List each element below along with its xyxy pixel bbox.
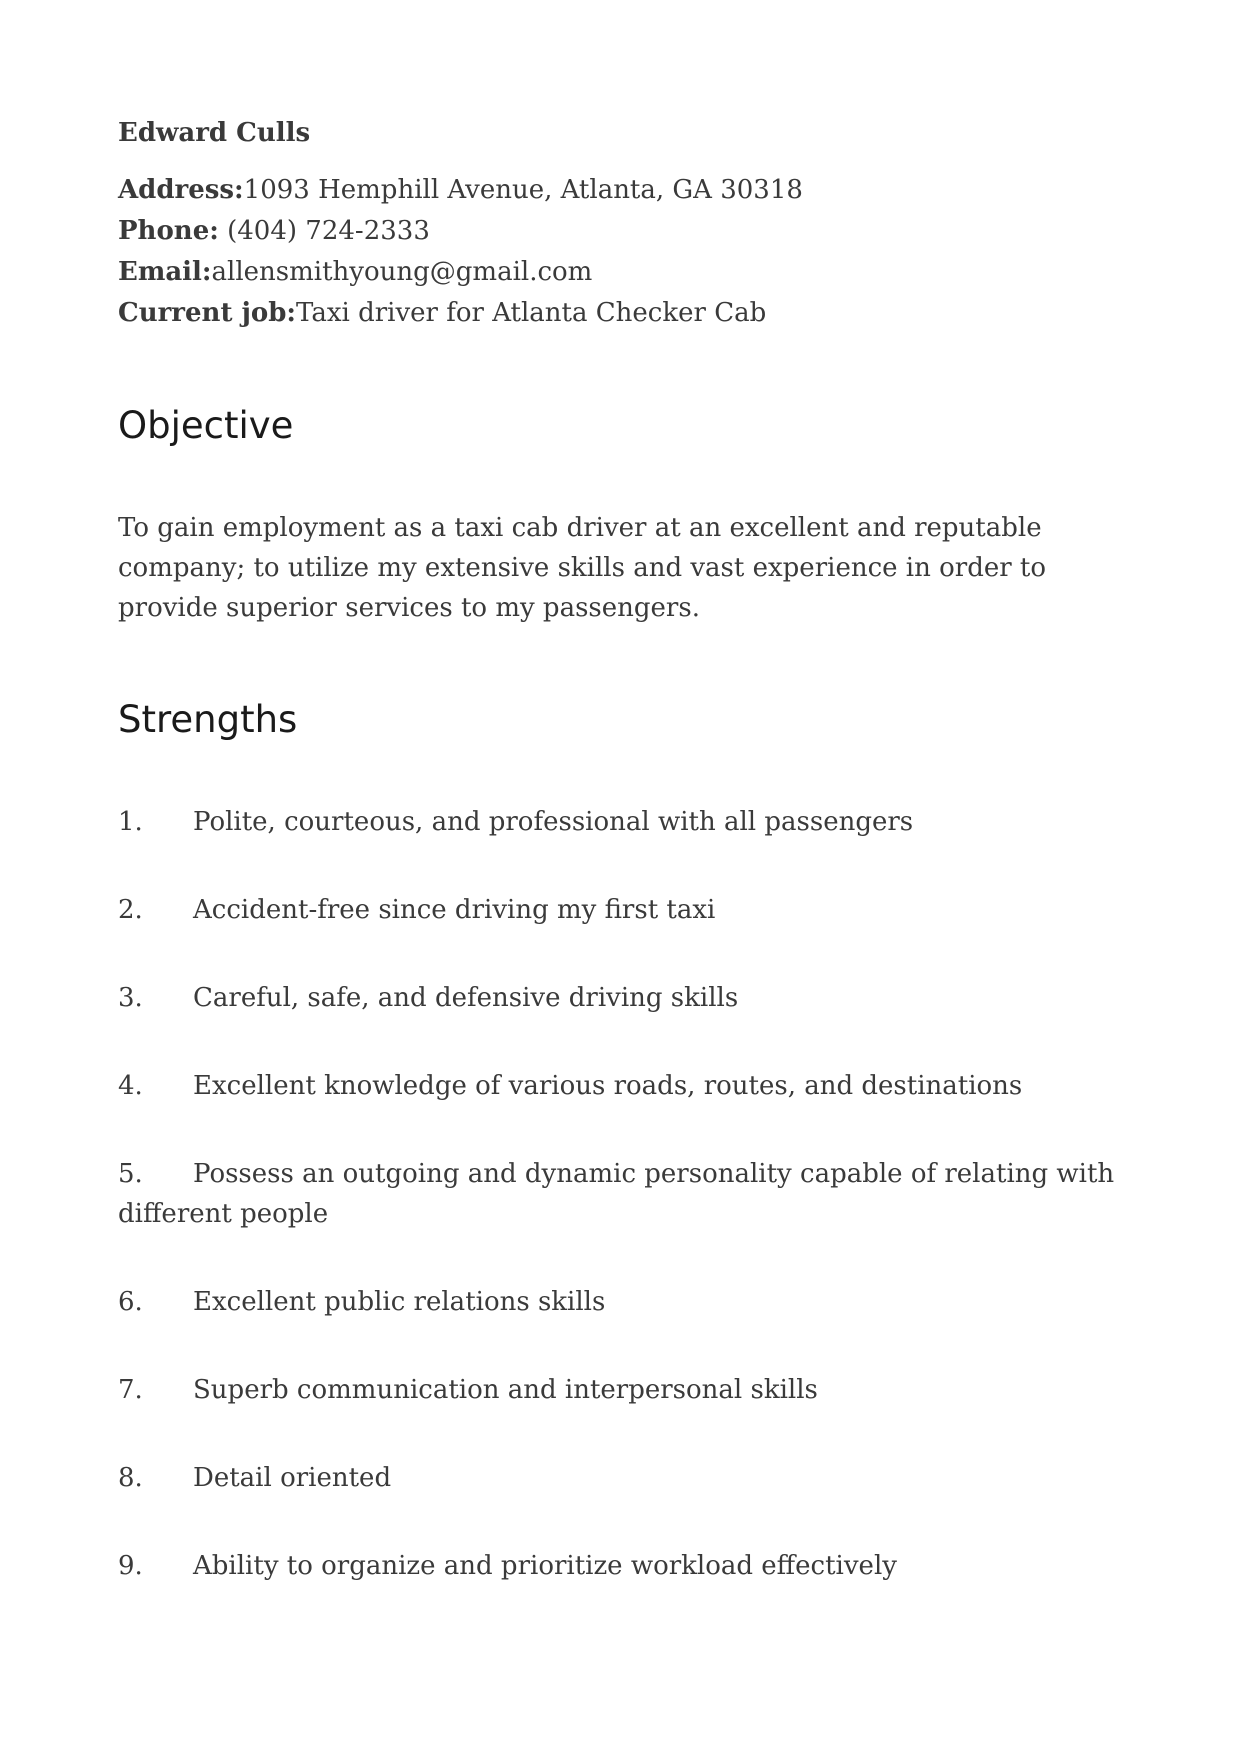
list-item [118,1282,1128,1322]
address-line [118,170,1128,211]
current-job-label: Current job: [118,298,297,328]
phone-label: Phone: [118,216,219,246]
list-item-number: 6. [118,1287,143,1317]
phone-line [118,211,1128,252]
phone-value: (404) 724-2333 [218,216,430,246]
list-item-number: 8. [118,1463,143,1493]
resume-page [118,116,1128,1634]
email-line [118,252,1128,293]
list-item-text: Detail oriented [193,1463,392,1493]
list-item-number: 9. [118,1551,143,1581]
address-label: Address: [118,175,244,205]
list-item-number: 4. [118,1071,143,1101]
list-item-text: Possess an outgoing and dynamic personality capable of relating with different people [118,1159,1115,1229]
strengths-list [118,802,1128,1586]
objective-text: To gain employment as a taxi cab driver at an excellent and reputable company; to utilize my extensive skills and vast experience in order to provide superior services to my passengers. [118,513,1047,623]
email-label: Email: [118,257,212,287]
list-item-text: Excellent public relations skills [193,1287,606,1317]
list-item-text: Careful, safe, and defensive driving skills [193,983,739,1013]
list-item [118,1458,1128,1498]
list-item-number: 3. [118,983,143,1013]
list-item-text: Excellent knowledge of various roads, routes, and destinations [193,1071,1023,1101]
list-item-text: Superb communication and interpersonal skills [193,1375,818,1405]
list-item [118,1066,1128,1106]
current-job-line [118,293,1128,334]
strengths-heading: Strengths [118,698,298,741]
list-item-number: 2. [118,895,143,925]
list-item [118,890,1128,930]
list-item-text: Accident-free since driving my first taxi [193,895,716,925]
current-job-value: Taxi driver for Atlanta Checker Cab [296,298,767,328]
objective-heading: Objective [118,404,294,447]
list-item [118,1546,1128,1586]
address-value: 1093 Hemphill Avenue, Atlanta, GA 30318 [243,175,803,205]
list-item [118,978,1128,1018]
list-item-text: Ability to organize and prioritize workload effectively [193,1551,897,1581]
email-value: allensmithyoung@gmail.com [211,257,593,287]
list-item-number: 5. [118,1159,143,1189]
list-item [118,802,1128,842]
list-item [118,1154,1128,1234]
list-item-text: Polite, courteous, and professional with all passengers [193,807,914,837]
list-item [118,1370,1128,1410]
applicant-name: Edward Culls [118,118,311,148]
list-item-number: 1. [118,807,143,837]
list-item-number: 7. [118,1375,143,1405]
